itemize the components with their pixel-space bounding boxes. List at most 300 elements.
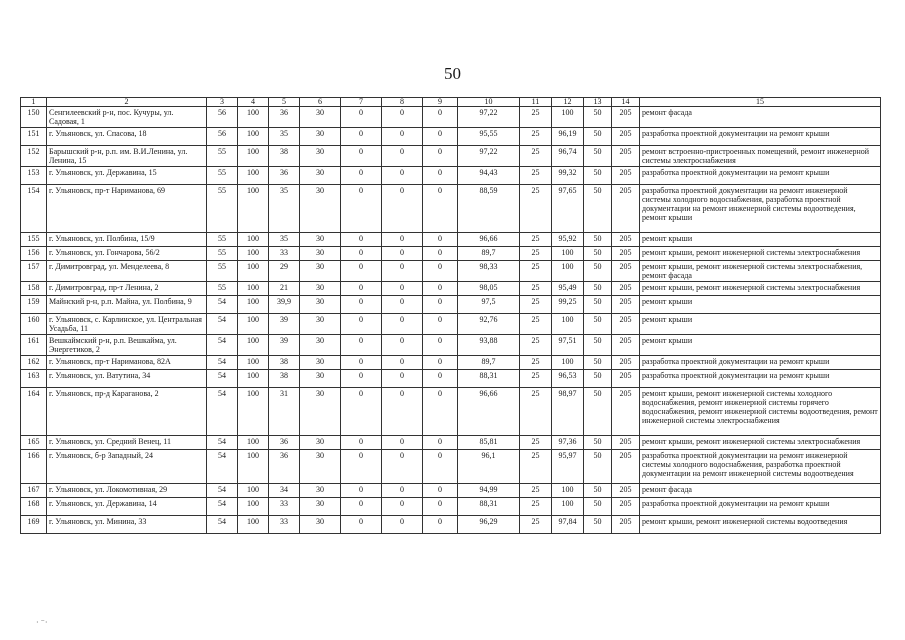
col7-cell: 0: [341, 484, 382, 498]
work-type-cell: ремонт крыши, ремонт инженерной системы электроснабжения: [640, 436, 881, 450]
col14-cell: 205: [612, 335, 640, 356]
col12-cell: 97,36: [552, 436, 584, 450]
col12-cell: 97,51: [552, 335, 584, 356]
col5-cell: 36: [269, 167, 300, 185]
col10-cell: 98,05: [458, 282, 520, 296]
col11-cell: 25: [520, 335, 552, 356]
col4-cell: 100: [238, 185, 269, 233]
col4-cell: 100: [238, 233, 269, 247]
row-number: 150: [21, 107, 47, 128]
work-type-cell: разработка проектной документации на ремонт крыши: [640, 370, 881, 388]
col5-cell: 39: [269, 335, 300, 356]
col8-cell: 0: [382, 356, 423, 370]
col3-cell: 55: [207, 261, 238, 282]
col8-cell: 0: [382, 436, 423, 450]
row-number: 156: [21, 247, 47, 261]
col9-cell: 0: [423, 450, 458, 484]
col7-cell: 0: [341, 247, 382, 261]
col8-cell: 0: [382, 388, 423, 436]
col3-cell: 54: [207, 484, 238, 498]
col4-cell: 100: [238, 388, 269, 436]
col12-cell: 98,97: [552, 388, 584, 436]
work-type-cell: разработка проектной документации на ремонт крыши: [640, 498, 881, 516]
col11-cell: 25: [520, 282, 552, 296]
col10-cell: 97,22: [458, 146, 520, 167]
column-header-8: 8: [382, 98, 423, 107]
column-header-4: 4: [238, 98, 269, 107]
col14-cell: 205: [612, 247, 640, 261]
address-cell: г. Ульяновск, б-р Западный, 24: [47, 450, 207, 484]
col14-cell: 205: [612, 107, 640, 128]
col11-cell: 25: [520, 185, 552, 233]
col11-cell: 25: [520, 356, 552, 370]
col14-cell: 205: [612, 233, 640, 247]
row-number: 162: [21, 356, 47, 370]
col11-cell: 25: [520, 370, 552, 388]
col14-cell: 205: [612, 146, 640, 167]
col14-cell: 205: [612, 356, 640, 370]
col4-cell: 100: [238, 450, 269, 484]
col6-cell: 30: [300, 388, 341, 436]
table-row: [21, 498, 881, 516]
col13-cell: 50: [584, 282, 612, 296]
col3-cell: 54: [207, 370, 238, 388]
col14-cell: 205: [612, 484, 640, 498]
col12-cell: 100: [552, 484, 584, 498]
col8-cell: 0: [382, 107, 423, 128]
address-cell: Барышский р-н, р.п. им. В.И.Ленина, ул. Ленина, 15: [47, 146, 207, 167]
col10-cell: 97,22: [458, 107, 520, 128]
col10-cell: 97,5: [458, 296, 520, 314]
col3-cell: 54: [207, 314, 238, 335]
col9-cell: 0: [423, 516, 458, 534]
col14-cell: 205: [612, 261, 640, 282]
col13-cell: 50: [584, 261, 612, 282]
col13-cell: 50: [584, 185, 612, 233]
row-number: 166: [21, 450, 47, 484]
col6-cell: 30: [300, 314, 341, 335]
col7-cell: 0: [341, 516, 382, 534]
col11-cell: 25: [520, 436, 552, 450]
table-row: [21, 167, 881, 185]
scan-mark: · ⁻·: [36, 618, 48, 627]
col4-cell: 100: [238, 498, 269, 516]
address-cell: г. Ульяновск, ул. Минина, 33: [47, 516, 207, 534]
col3-cell: 54: [207, 498, 238, 516]
page-number: 50: [444, 64, 461, 83]
col9-cell: 0: [423, 233, 458, 247]
col13-cell: 50: [584, 450, 612, 484]
col3-cell: 55: [207, 233, 238, 247]
row-number: 169: [21, 516, 47, 534]
col3-cell: 54: [207, 450, 238, 484]
col8-cell: 0: [382, 516, 423, 534]
col7-cell: 0: [341, 498, 382, 516]
col10-cell: 88,59: [458, 185, 520, 233]
column-header-5: 5: [269, 98, 300, 107]
col3-cell: 55: [207, 185, 238, 233]
table-body: [21, 107, 881, 534]
col7-cell: 0: [341, 107, 382, 128]
col13-cell: 50: [584, 247, 612, 261]
work-type-cell: разработка проектной документации на ремонт крыши: [640, 167, 881, 185]
col12-cell: 96,53: [552, 370, 584, 388]
work-type-cell: ремонт фасада: [640, 484, 881, 498]
address-cell: г. Ульяновск, с. Карлинское, ул. Центральная Усадьба, 11: [47, 314, 207, 335]
row-number: 157: [21, 261, 47, 282]
col4-cell: 100: [238, 296, 269, 314]
col11-cell: 25: [520, 516, 552, 534]
address-cell: г. Ульяновск, ул. Державина, 15: [47, 167, 207, 185]
address-cell: Майнский р-н, р.п. Майна, ул. Полбина, 9: [47, 296, 207, 314]
repair-program-table: [20, 97, 881, 534]
col9-cell: 0: [423, 107, 458, 128]
col5-cell: 34: [269, 484, 300, 498]
col8-cell: 0: [382, 247, 423, 261]
col14-cell: 205: [612, 436, 640, 450]
col12-cell: 100: [552, 314, 584, 335]
col13-cell: 50: [584, 296, 612, 314]
col5-cell: 36: [269, 107, 300, 128]
col5-cell: 29: [269, 261, 300, 282]
col13-cell: 50: [584, 233, 612, 247]
row-number: 165: [21, 436, 47, 450]
col8-cell: 0: [382, 498, 423, 516]
col12-cell: 100: [552, 261, 584, 282]
col10-cell: 96,66: [458, 233, 520, 247]
col14-cell: 205: [612, 498, 640, 516]
work-type-cell: ремонт крыши, ремонт инженерной системы холодного водоснабжения, ремонт инженерной системы горячего водоснабжения, ремонт инженерной системы водоотведения, ремонт инженерной системы электроснабжения: [640, 388, 881, 436]
col6-cell: 30: [300, 484, 341, 498]
col6-cell: 30: [300, 370, 341, 388]
col6-cell: 30: [300, 356, 341, 370]
col14-cell: 205: [612, 516, 640, 534]
col9-cell: 0: [423, 370, 458, 388]
col5-cell: 39: [269, 314, 300, 335]
col6-cell: 30: [300, 516, 341, 534]
col10-cell: 85,81: [458, 436, 520, 450]
row-number: 152: [21, 146, 47, 167]
col9-cell: 0: [423, 185, 458, 233]
address-cell: г. Димитровград, пр-т Ленина, 2: [47, 282, 207, 296]
col7-cell: 0: [341, 370, 382, 388]
col8-cell: 0: [382, 185, 423, 233]
col11-cell: 25: [520, 484, 552, 498]
col9-cell: 0: [423, 484, 458, 498]
address-cell: г. Ульяновск, ул. Гончарова, 56/2: [47, 247, 207, 261]
col5-cell: 38: [269, 370, 300, 388]
address-cell: г. Ульяновск, ул. Локомотивная, 29: [47, 484, 207, 498]
col11-cell: 25: [520, 388, 552, 436]
col5-cell: 39,9: [269, 296, 300, 314]
col13-cell: 50: [584, 370, 612, 388]
col10-cell: 95,55: [458, 128, 520, 146]
work-type-cell: разработка проектной документации на ремонт крыши: [640, 356, 881, 370]
col13-cell: 50: [584, 498, 612, 516]
col10-cell: 88,31: [458, 498, 520, 516]
work-type-cell: ремонт крыши: [640, 335, 881, 356]
col7-cell: 0: [341, 450, 382, 484]
col13-cell: 50: [584, 516, 612, 534]
row-number: 163: [21, 370, 47, 388]
col6-cell: 30: [300, 261, 341, 282]
col6-cell: 30: [300, 146, 341, 167]
col4-cell: 100: [238, 516, 269, 534]
column-header-2: 2: [47, 98, 207, 107]
col12-cell: 99,32: [552, 167, 584, 185]
col9-cell: 0: [423, 388, 458, 436]
col14-cell: 205: [612, 128, 640, 146]
work-type-cell: ремонт крыши: [640, 314, 881, 335]
col10-cell: 96,1: [458, 450, 520, 484]
col7-cell: 0: [341, 185, 382, 233]
col6-cell: 30: [300, 167, 341, 185]
work-type-cell: ремонт фасада: [640, 107, 881, 128]
col4-cell: 100: [238, 335, 269, 356]
col4-cell: 100: [238, 146, 269, 167]
col13-cell: 50: [584, 436, 612, 450]
row-number: 159: [21, 296, 47, 314]
col10-cell: 98,33: [458, 261, 520, 282]
table-row: [21, 516, 881, 534]
address-cell: г. Ульяновск, пр-т Нариманова, 82А: [47, 356, 207, 370]
col13-cell: 50: [584, 356, 612, 370]
address-cell: Вешкаймский р-н, р.п. Вешкайма, ул. Энергетиков, 2: [47, 335, 207, 356]
col14-cell: 205: [612, 388, 640, 436]
col12-cell: 96,19: [552, 128, 584, 146]
work-type-cell: ремонт крыши: [640, 296, 881, 314]
table-row: [21, 335, 881, 356]
work-type-cell: ремонт крыши: [640, 233, 881, 247]
col14-cell: 205: [612, 296, 640, 314]
table-row: [21, 128, 881, 146]
col6-cell: 30: [300, 296, 341, 314]
table-row: [21, 247, 881, 261]
col8-cell: 0: [382, 450, 423, 484]
col12-cell: 97,65: [552, 185, 584, 233]
col9-cell: 0: [423, 335, 458, 356]
col14-cell: 205: [612, 282, 640, 296]
col7-cell: 0: [341, 335, 382, 356]
col14-cell: 205: [612, 314, 640, 335]
col11-cell: 25: [520, 247, 552, 261]
col10-cell: 93,88: [458, 335, 520, 356]
col6-cell: 30: [300, 436, 341, 450]
col12-cell: 100: [552, 107, 584, 128]
work-type-cell: ремонт крыши, ремонт инженерной системы электроснабжения: [640, 247, 881, 261]
col3-cell: 54: [207, 388, 238, 436]
work-type-cell: ремонт крыши, ремонт инженерной системы водоотведения: [640, 516, 881, 534]
col13-cell: 50: [584, 388, 612, 436]
col12-cell: 97,84: [552, 516, 584, 534]
col3-cell: 54: [207, 356, 238, 370]
col8-cell: 0: [382, 233, 423, 247]
col4-cell: 100: [238, 484, 269, 498]
col6-cell: 30: [300, 282, 341, 296]
col13-cell: 50: [584, 484, 612, 498]
col4-cell: 100: [238, 247, 269, 261]
table-row: [21, 261, 881, 282]
col3-cell: 55: [207, 146, 238, 167]
col9-cell: 0: [423, 356, 458, 370]
address-cell: г. Ульяновск, ул. Державина, 14: [47, 498, 207, 516]
col5-cell: 35: [269, 185, 300, 233]
col10-cell: 89,7: [458, 356, 520, 370]
table-row: [21, 436, 881, 450]
col10-cell: 88,31: [458, 370, 520, 388]
col5-cell: 33: [269, 516, 300, 534]
col12-cell: 100: [552, 247, 584, 261]
table-row: [21, 450, 881, 484]
col10-cell: 89,7: [458, 247, 520, 261]
col5-cell: 38: [269, 146, 300, 167]
col5-cell: 38: [269, 356, 300, 370]
col7-cell: 0: [341, 261, 382, 282]
row-number: 153: [21, 167, 47, 185]
table-row: [21, 282, 881, 296]
address-cell: г. Ульяновск, ул. Средний Венец, 11: [47, 436, 207, 450]
col11-cell: 25: [520, 498, 552, 516]
column-header-10: 10: [458, 98, 520, 107]
work-type-cell: разработка проектной документации на ремонт крыши: [640, 128, 881, 146]
col7-cell: 0: [341, 356, 382, 370]
col10-cell: 92,76: [458, 314, 520, 335]
col11-cell: 25: [520, 167, 552, 185]
col7-cell: 0: [341, 128, 382, 146]
col4-cell: 100: [238, 370, 269, 388]
col11-cell: 25: [520, 146, 552, 167]
table-row: [21, 484, 881, 498]
col3-cell: 54: [207, 335, 238, 356]
col5-cell: 36: [269, 436, 300, 450]
col4-cell: 100: [238, 282, 269, 296]
col4-cell: 100: [238, 167, 269, 185]
col12-cell: 100: [552, 356, 584, 370]
col11-cell: 25: [520, 233, 552, 247]
col9-cell: 0: [423, 314, 458, 335]
col7-cell: 0: [341, 388, 382, 436]
row-number: 167: [21, 484, 47, 498]
col10-cell: 94,99: [458, 484, 520, 498]
col5-cell: 33: [269, 498, 300, 516]
col5-cell: 35: [269, 128, 300, 146]
work-type-cell: ремонт крыши, ремонт инженерной системы электроснабжения, ремонт фасада: [640, 261, 881, 282]
col6-cell: 30: [300, 498, 341, 516]
col12-cell: 95,92: [552, 233, 584, 247]
row-number: 160: [21, 314, 47, 335]
col6-cell: 30: [300, 185, 341, 233]
col8-cell: 0: [382, 314, 423, 335]
col7-cell: 0: [341, 296, 382, 314]
col7-cell: 0: [341, 167, 382, 185]
col9-cell: 0: [423, 128, 458, 146]
col12-cell: 99,25: [552, 296, 584, 314]
table-row: [21, 185, 881, 233]
col7-cell: 0: [341, 314, 382, 335]
col9-cell: 0: [423, 436, 458, 450]
col8-cell: 0: [382, 296, 423, 314]
col12-cell: 100: [552, 498, 584, 516]
address-cell: г. Ульяновск, пр-д Караганова, 2: [47, 388, 207, 436]
table-row: [21, 388, 881, 436]
col3-cell: 55: [207, 167, 238, 185]
col10-cell: 96,66: [458, 388, 520, 436]
col9-cell: 0: [423, 296, 458, 314]
col4-cell: 100: [238, 107, 269, 128]
col3-cell: 54: [207, 516, 238, 534]
col7-cell: 0: [341, 282, 382, 296]
address-cell: г. Димитровград, ул. Менделеева, 8: [47, 261, 207, 282]
col8-cell: 0: [382, 335, 423, 356]
table-row: [21, 233, 881, 247]
col11-cell: 25: [520, 450, 552, 484]
col6-cell: 30: [300, 247, 341, 261]
table-row: [21, 356, 881, 370]
col14-cell: 205: [612, 167, 640, 185]
col10-cell: 96,29: [458, 516, 520, 534]
col5-cell: 31: [269, 388, 300, 436]
col8-cell: 0: [382, 128, 423, 146]
col7-cell: 0: [341, 146, 382, 167]
table-row: [21, 370, 881, 388]
work-type-cell: разработка проектной документации на ремонт инженерной системы холодного водоснабжения, разработка проектной документации на ремонт инженерной системы водоотведения: [640, 450, 881, 484]
col5-cell: 33: [269, 247, 300, 261]
col5-cell: 21: [269, 282, 300, 296]
work-type-cell: ремонт крыши, ремонт инженерной системы электроснабжения: [640, 282, 881, 296]
column-header-3: 3: [207, 98, 238, 107]
col9-cell: 0: [423, 146, 458, 167]
col7-cell: 0: [341, 436, 382, 450]
address-cell: г. Ульяновск, ул. Спасова, 18: [47, 128, 207, 146]
table-header-row: [21, 98, 881, 107]
work-type-cell: ремонт встроенно-пристроенных помещений, ремонт инженерной системы электроснабжения: [640, 146, 881, 167]
col13-cell: 50: [584, 146, 612, 167]
row-number: 158: [21, 282, 47, 296]
col14-cell: 205: [612, 185, 640, 233]
table-row: [21, 146, 881, 167]
address-cell: г. Ульяновск, пр-т Нариманова, 69: [47, 185, 207, 233]
col12-cell: 95,97: [552, 450, 584, 484]
col4-cell: 100: [238, 356, 269, 370]
col11-cell: 25: [520, 107, 552, 128]
col6-cell: 30: [300, 128, 341, 146]
row-number: 151: [21, 128, 47, 146]
col6-cell: 30: [300, 107, 341, 128]
col8-cell: 0: [382, 261, 423, 282]
col4-cell: 100: [238, 314, 269, 335]
col3-cell: 56: [207, 128, 238, 146]
column-header-11: 11: [520, 98, 552, 107]
col8-cell: 0: [382, 282, 423, 296]
column-header-9: 9: [423, 98, 458, 107]
col11-cell: 25: [520, 128, 552, 146]
col14-cell: 205: [612, 370, 640, 388]
col12-cell: 95,49: [552, 282, 584, 296]
col13-cell: 50: [584, 167, 612, 185]
col3-cell: 54: [207, 436, 238, 450]
col8-cell: 0: [382, 484, 423, 498]
column-header-12: 12: [552, 98, 584, 107]
table-row: [21, 296, 881, 314]
col13-cell: 50: [584, 335, 612, 356]
col11-cell: 25: [520, 314, 552, 335]
address-cell: г. Ульяновск, ул. Полбина, 15/9: [47, 233, 207, 247]
col4-cell: 100: [238, 261, 269, 282]
col8-cell: 0: [382, 146, 423, 167]
col8-cell: 0: [382, 370, 423, 388]
col10-cell: 94,43: [458, 167, 520, 185]
col9-cell: 0: [423, 247, 458, 261]
